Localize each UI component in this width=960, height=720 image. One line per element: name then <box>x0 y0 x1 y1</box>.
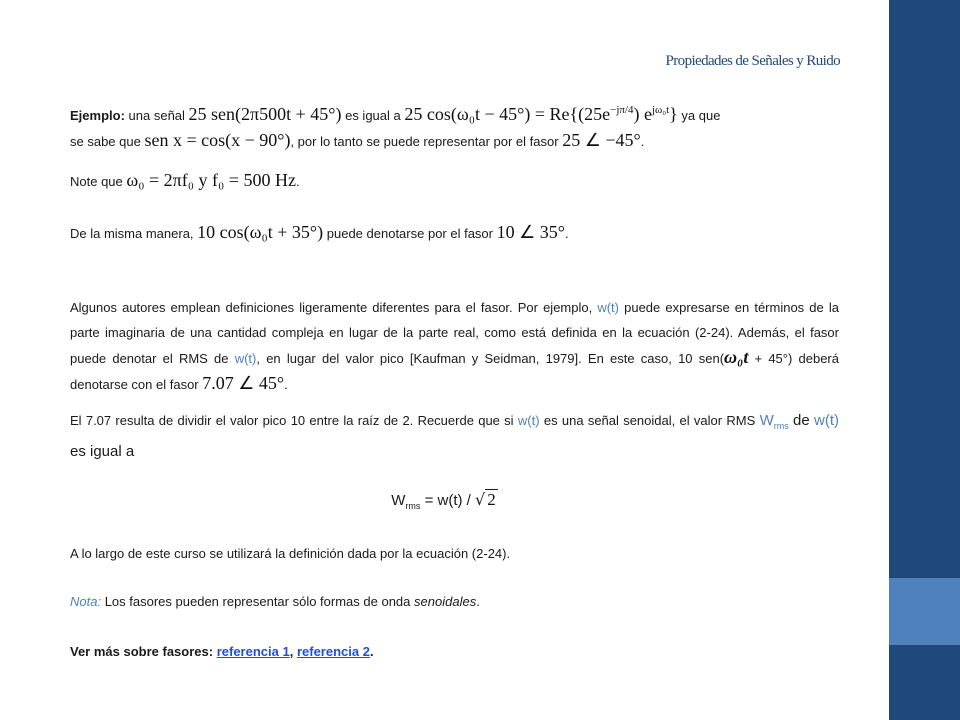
equation-coseno-exp: −jπ/4 <box>610 104 634 116</box>
equation-coseno-main: 25 cos(ω₀t − 45°) = Re{(25e <box>404 104 611 124</box>
para1-wt-2: w(t) <box>234 351 257 366</box>
same-text-1: De la misma manera, <box>70 226 194 241</box>
references-text: Ver más sobre fasores: <box>70 644 214 659</box>
formula-rest: = w(t) / <box>424 492 471 509</box>
para2-text-d: es igual a <box>70 443 135 460</box>
reference-2-link[interactable]: referencia 2 <box>296 644 370 659</box>
equation-senal: 25 sen(2π500t + 45°) <box>188 104 342 124</box>
phasor-25: 25 ∠ −45° <box>562 130 641 150</box>
nota-italic: senoidales <box>414 594 477 609</box>
para1-text-a: Algunos autores emplean definiciones ligeramente diferentes para el fasor. Por ejemplo, <box>70 300 593 315</box>
para2-wt-1: w(t) <box>517 413 540 428</box>
paragraph-course: A lo largo de este curso se utilizará la definición dada por la ecuación (2-24). <box>70 546 511 561</box>
right-bar-bottom-block <box>889 648 960 720</box>
same-way-line <box>70 220 569 246</box>
para2-wrms-sub: rms <box>773 421 789 431</box>
para2-text-b: es una señal senoidal, el valor RMS <box>543 413 756 428</box>
paragraph-note <box>70 589 480 614</box>
example-paragraph <box>70 98 839 154</box>
para2-text-c: de <box>793 412 810 429</box>
para1-text-b: puede expresarse en términos de la parte imaginaria de una cantidad compleja en lugar de la parte real, como está definida en la ecuación (2-24). Además, el fasor puede denotar el RMS de <box>70 300 839 366</box>
para1-wt-1: w(t) <box>597 300 619 315</box>
references-comma: , <box>289 644 294 659</box>
equation-coseno-end: ) e <box>633 104 652 124</box>
example-text-1: una señal <box>128 108 185 123</box>
nota-text: Los fasores pueden representar sólo formas de onda <box>104 594 411 609</box>
note-text-1: Note que <box>70 174 123 189</box>
example-text-2: es igual a <box>345 108 401 123</box>
same-text-2: puede denotarse por el fasor <box>326 226 493 241</box>
rms-formula <box>0 488 889 518</box>
equation-coseno <box>404 104 677 124</box>
equation-cos35: 10 cos(ω₀t + 35°) <box>197 222 324 242</box>
para2-wt-2: w(t) <box>814 412 840 429</box>
para2-wrms-w: W <box>759 412 774 429</box>
same-text-3: . <box>564 226 569 241</box>
equation-omega: ω₀ = 2πf₀ y f₀ = 500 Hz <box>126 170 296 190</box>
slide-title: Propiedades de Señales y Ruido <box>665 53 840 69</box>
reference-1-link[interactable]: referencia 1 <box>216 644 290 659</box>
phasor-10: 10 ∠ 35° <box>496 222 565 242</box>
example-text-4: se sabe que <box>70 134 141 149</box>
example-text-5: , por lo tanto se puede representar por el fasor <box>290 134 559 149</box>
para2-wrms <box>760 412 789 429</box>
para1-text-e: . <box>284 377 288 392</box>
equation-coseno-close: } <box>669 104 678 124</box>
right-decorative-bar <box>889 0 960 720</box>
example-label: Ejemplo: <box>70 108 125 123</box>
paragraph-rms <box>70 408 839 464</box>
para1-omega: ω₀t <box>724 347 749 367</box>
references-end: . <box>369 644 374 659</box>
formula-two: 2 <box>487 490 496 509</box>
para2-text-a: El 7.07 resulta de dividir el valor pico 10 entre la raíz de 2. Recuerde que si <box>70 413 514 428</box>
formula-sub: rms <box>405 501 421 511</box>
example-text-6: . <box>640 134 645 149</box>
note-line <box>70 168 300 194</box>
sqrt-icon: √ <box>475 490 486 509</box>
nota-end: . <box>476 594 480 609</box>
phasor-707: 7.07 ∠ 45° <box>202 373 285 393</box>
para1-text-d: + 45°) deberá denotarse con el fasor <box>70 351 839 392</box>
paragraph-definitions <box>70 295 839 397</box>
note-text-2: . <box>295 174 300 189</box>
equation-identity: sen x = cos(x − 90°) <box>144 130 291 150</box>
paragraph-references <box>70 639 374 664</box>
nota-label: Nota: <box>70 594 102 609</box>
para1-text-c: , en lugar del valor pico [Kaufman y Seidman, 1979]. En este caso, 10 sen( <box>256 351 725 366</box>
equation-coseno-exp2: jω₀t <box>651 104 670 116</box>
formula-w: W <box>391 492 406 509</box>
example-text-3: ya que <box>681 108 721 123</box>
right-bar-accent-block <box>889 578 960 645</box>
